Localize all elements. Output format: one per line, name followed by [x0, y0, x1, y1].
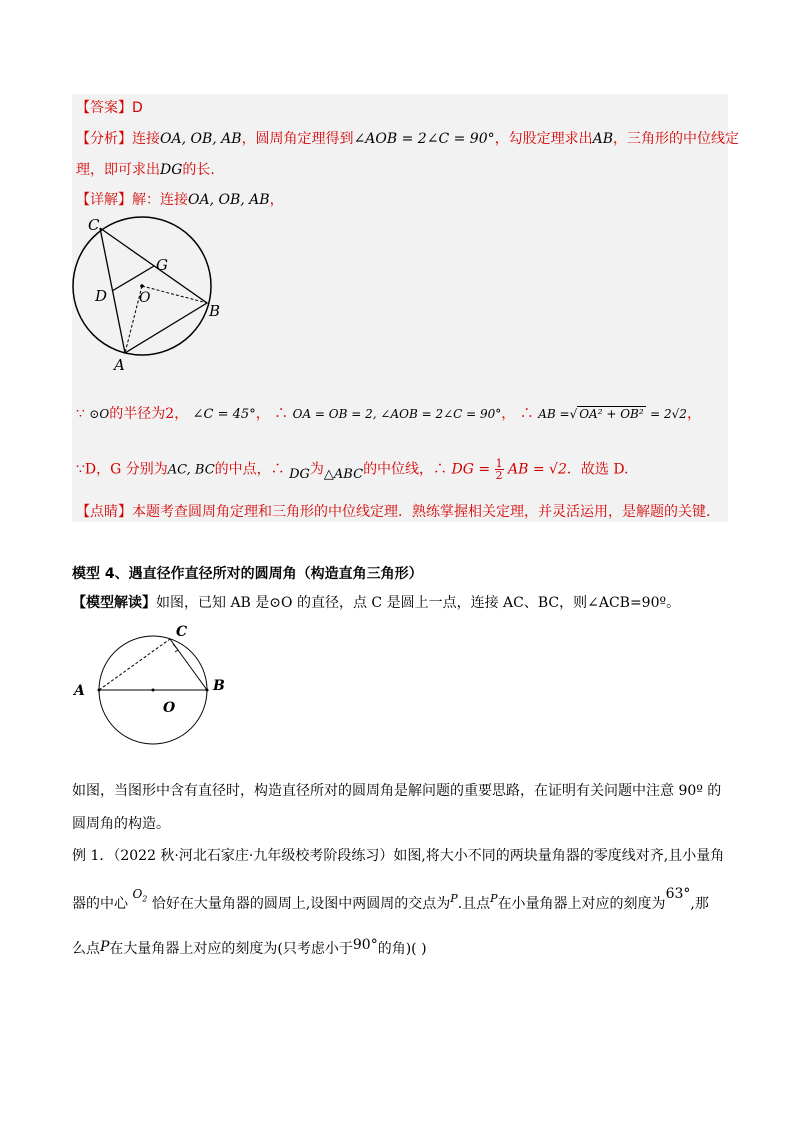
- example-1-line-3: [72, 938, 427, 958]
- label-d: D: [95, 287, 108, 305]
- step-math: AC, BC: [167, 462, 215, 478]
- angle-63: 63°: [665, 886, 691, 902]
- answer-value: D: [132, 100, 143, 116]
- o2-symbol: [132, 887, 148, 904]
- step-2: [76, 458, 629, 481]
- figure-1-circle-diagram: [70, 212, 220, 374]
- step-math: OA = OB = 2, ∠AOB = 2∠C = 90°: [292, 407, 502, 421]
- analysis-text: ，勾股定理求出: [494, 131, 593, 147]
- label-c: C: [88, 216, 100, 234]
- step-math: △ABC: [323, 466, 364, 482]
- center-point: [152, 689, 155, 692]
- label-o: O: [163, 700, 176, 716]
- o2-letter: O: [132, 887, 143, 901]
- example-text: ,那: [690, 896, 709, 912]
- answer-line: [76, 98, 143, 118]
- step-math: DG =: [451, 461, 491, 478]
- fraction-denominator: 2: [495, 469, 503, 482]
- answer-tag: 【答案】: [76, 100, 132, 116]
- analysis-text: 理，即可求出: [76, 162, 160, 178]
- point-p: P: [490, 892, 498, 905]
- example-1-line-2: [72, 886, 709, 913]
- step-math: ∠C = 45°: [192, 407, 256, 422]
- step-text: 为: [309, 461, 324, 478]
- analysis-text: ，三角形的中位线定: [613, 131, 740, 147]
- step-text: 的半径为2，: [109, 406, 189, 422]
- label-b: B: [213, 678, 225, 694]
- because-symbol: ∵: [76, 406, 85, 422]
- example-text: 在小量角器上对应的刻度为: [497, 896, 666, 912]
- comment-text: 本题考查圆周角定理和三角形的中位线定理．熟练掌握相关定理，并灵活运用，是解题的关键.: [132, 504, 711, 520]
- segment-ac: [99, 639, 170, 690]
- step-text: ∵D，G 分别为: [76, 461, 168, 478]
- analysis-math: AB: [592, 131, 614, 147]
- step-math: DG: [289, 466, 310, 482]
- point-p: P: [450, 892, 458, 905]
- analysis-tag: 【分析】: [76, 131, 132, 147]
- step-text: ，: [686, 406, 701, 422]
- right-angle-mark: [173, 644, 178, 652]
- figure-2-diameter-diagram: [70, 620, 240, 720]
- label-a: A: [114, 356, 125, 374]
- example-text: .且点: [457, 896, 491, 912]
- step-text: ，: [255, 406, 270, 422]
- detail-line: [76, 190, 284, 210]
- label-b: B: [209, 302, 221, 320]
- analysis-line-2: [76, 160, 215, 180]
- fraction-numerator: 1: [495, 457, 503, 470]
- paragraph-line-2: 圆周角的构造。: [72, 816, 170, 832]
- analysis-math: ∠AOB = 2∠C = 90°: [353, 131, 495, 147]
- step-1: ∵ ⊙O的半径为2， ∠C = 45°， ∴ OA = OB = 2, ∠AOB = 2∠C = 90°， ∴ AB =√ OA² + OB² = 2√2，: [76, 406, 701, 422]
- step-text: ．故选 D.: [566, 461, 629, 478]
- analysis-text: ，圆周角定理得到: [241, 131, 354, 147]
- sqrt-radicand: OA² + OB²: [579, 407, 644, 421]
- therefore-symbol: ∴: [274, 406, 289, 422]
- analysis-math: DG: [160, 162, 183, 178]
- therefore-symbol: ∴: [519, 406, 534, 422]
- comment-line: [76, 502, 710, 522]
- label-g: G: [156, 256, 168, 274]
- point-b: [206, 689, 209, 692]
- example-1-line-1: 例 1．（2022 秋·河北石家庄·九年级校考阶段练习）如图,将大小不同的两块量角器的零度线对齐,且小量角: [72, 848, 725, 864]
- model-4-heading: 模型 4、遇直径作直径所对的圆周角（构造直角三角形）: [72, 566, 423, 582]
- example-text: 么点: [72, 941, 100, 957]
- analysis-text: 的长.: [182, 162, 215, 178]
- center-point: [140, 284, 144, 288]
- point-p: P: [100, 939, 110, 955]
- label-a: A: [74, 683, 85, 699]
- analysis-line-1: [76, 129, 739, 149]
- segment-ob: [142, 286, 207, 303]
- step-text: ，: [501, 406, 516, 422]
- step-math: AB =: [538, 407, 570, 421]
- example-text: 恰好在大量角器的圆周上,设图中两圆周的交点为: [151, 896, 451, 912]
- example-text: 器的中心: [72, 896, 128, 912]
- angle-90: 90°: [352, 937, 378, 953]
- example-text: 在大量角器上对应的刻度为(只考虑小于: [109, 941, 353, 957]
- paragraph-line-1: 如图，当图形中含有直径时，构造直径所对的圆周角是解问题的重要思路，在证明有关问题中注意 90º 的: [72, 783, 722, 799]
- fraction-one-half: [495, 458, 504, 481]
- example-text: 的角)( ): [377, 941, 427, 957]
- step-text: 的中点，∴: [214, 461, 285, 478]
- point-a: [98, 689, 101, 692]
- detail-text: ，: [269, 192, 284, 208]
- detail-math: OA, OB, AB: [188, 192, 270, 208]
- o2-subscript: 2: [142, 894, 148, 904]
- step-math: = 2√2: [650, 407, 687, 421]
- analysis-math: OA, OB, AB: [160, 131, 242, 147]
- model-4-explanation: [72, 592, 680, 612]
- analysis-text: 连接: [132, 131, 160, 147]
- detail-text: 解：连接: [132, 192, 188, 208]
- label-o: O: [139, 290, 151, 306]
- model-4-label: 【模型解读】: [72, 595, 156, 611]
- step-math: AB = √2: [508, 461, 567, 478]
- detail-tag: 【详解】: [76, 192, 132, 208]
- label-c: C: [176, 624, 188, 640]
- step-text: 的中位线，∴: [363, 461, 448, 478]
- circle-symbol: ⊙O: [89, 407, 110, 421]
- model-4-text: 如图，已知 AB 是⊙O 的直径，点 C 是圆上一点，连接 AC、BC，则∠ACB=90º。: [156, 595, 681, 611]
- comment-tag: 【点睛】: [76, 504, 132, 520]
